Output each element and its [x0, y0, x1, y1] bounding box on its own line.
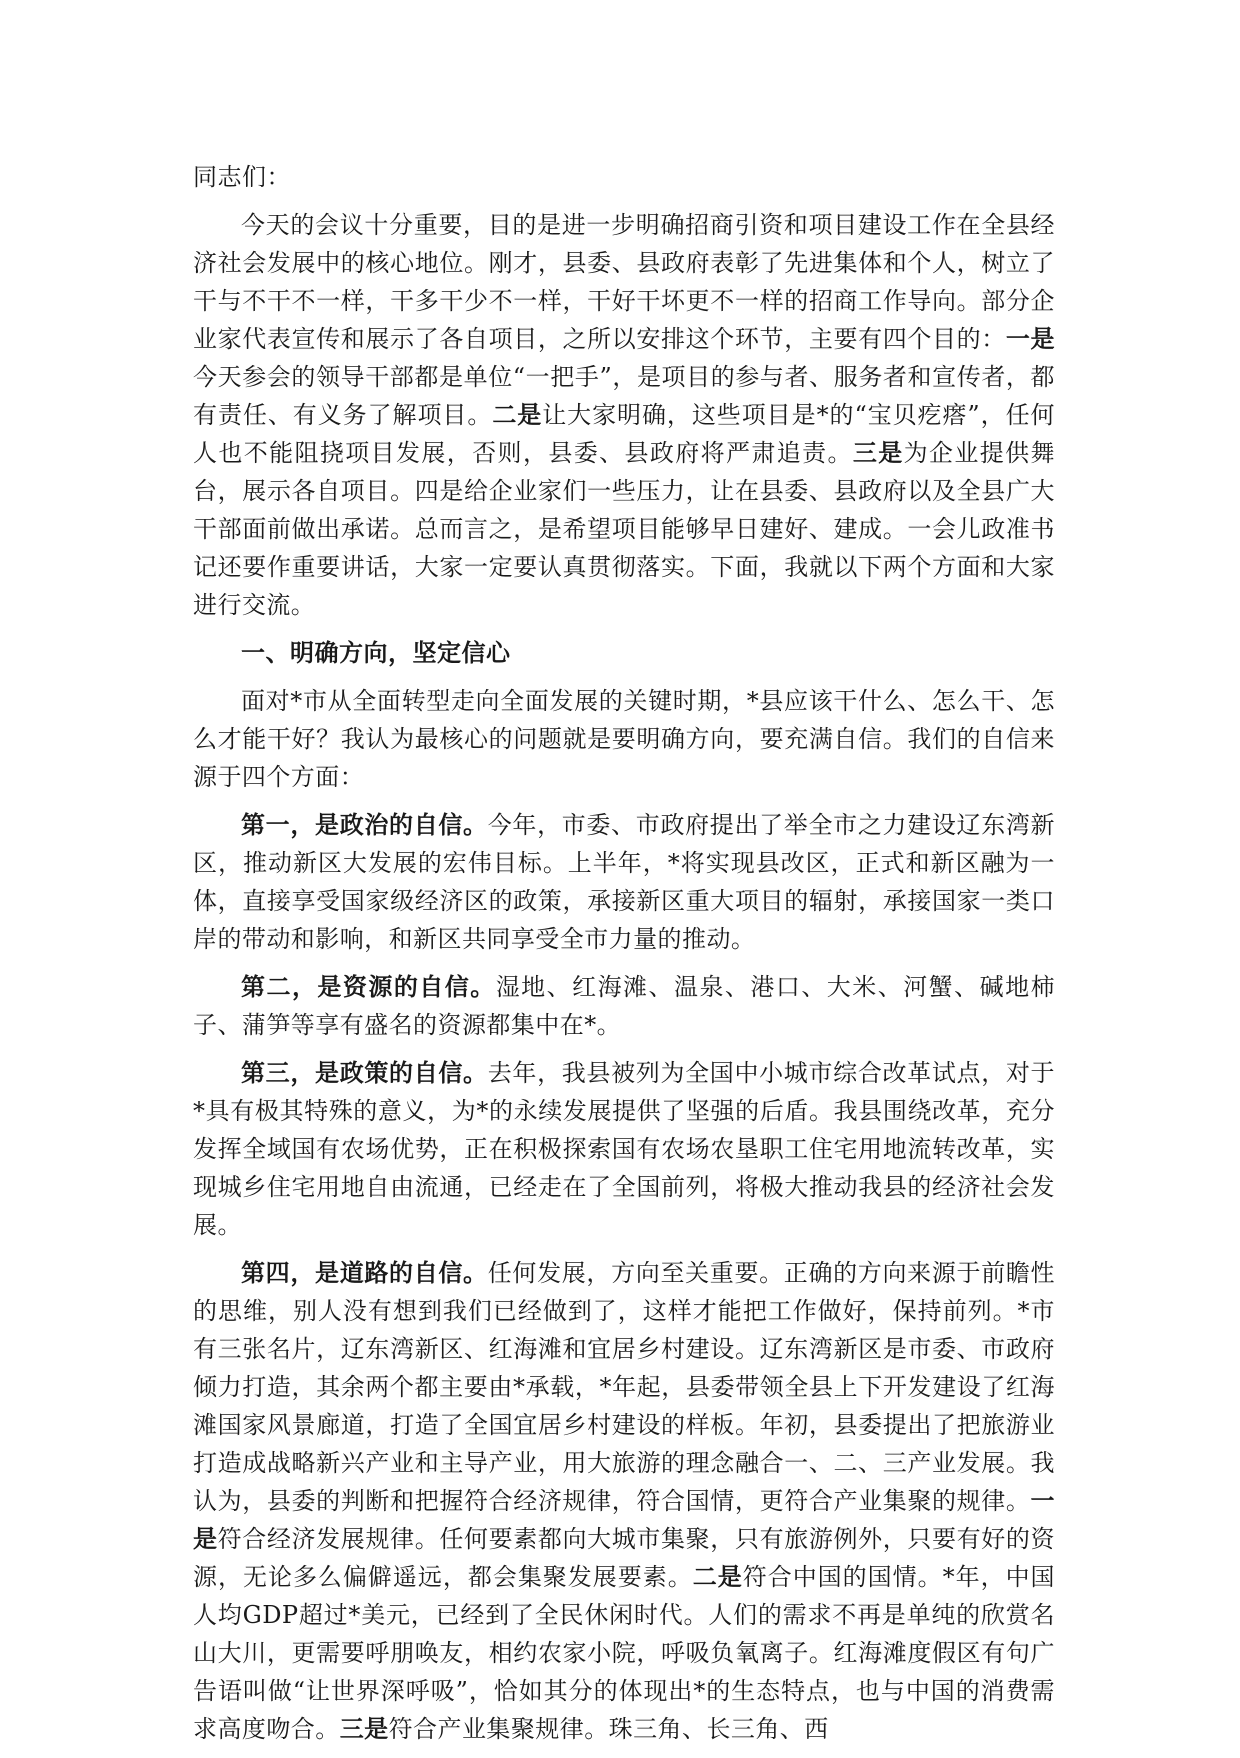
point-4-text-4: 符合产业集聚规律。珠三角、长三角、西 — [388, 1715, 829, 1743]
point-3-title: 第三，是政策的自信。 — [241, 1058, 488, 1087]
intro-point-2-marker: 二是 — [492, 400, 543, 429]
point-2-paragraph — [193, 968, 1055, 1044]
intro-text-1: 今天的会议十分重要，目的是进一步明确招商引资和项目建设工作在全县经济社会发展中的核心地位。刚才，县委、县政府表彰了先进集体和个人，树立了干与不干不一样，干多干少不一样，干好干坏更不一样的招商工作导向。部分企业家代表宣传和展示了各自项目，之所以安排这个环节，主要有四个目的： — [193, 211, 1055, 353]
point-4-text-1: 任何发展，方向至关重要。正确的方向来源于前瞻性的思维，别人没有想到我们已经做到了，这样才能把工作做好，保持前列。*市有三张名片，辽东湾新区、红海滩和宜居乡村建设。辽东湾新区是市委、市政府倾力打造，其余两个都主要由*承载，*年起，县委带领全县上下开发建设了红海滩国家风景廊道，打造了全国宜居乡村建设的样板。年初，县委提出了把旅游业打造成战略新兴产业和主导产业，用大旅游的理念融合一、二、三产业发展。我认为，县委的判断和把握符合经济规律，符合国情，更符合产业集聚的规律。 — [193, 1259, 1055, 1515]
section-heading: 一、明确方向，坚定信心 — [241, 638, 511, 667]
point-4-sub-1-marker: 一是 — [193, 1486, 1055, 1553]
intro-point-1-marker: 一是 — [1005, 324, 1055, 353]
point-1-paragraph — [193, 806, 1055, 958]
salutation: 同志们： — [193, 163, 291, 191]
point-4-title: 第四，是道路的自信。 — [241, 1258, 488, 1287]
point-4-sub-2-marker: 二是 — [692, 1562, 743, 1591]
intro-text-3: 让大家明确，这些项目是*的“宝贝疙瘩”，任何人也不能阻挠项目发展，否则，县委、县政府将严肃追责。 — [193, 401, 1055, 467]
point-4-sub-3-marker: 三是 — [339, 1714, 389, 1743]
point-2-text: 湿地、红海滩、温泉、港口、大米、河蟹、碱地柿子、蒲笋等享有盛名的资源都集中在*。 — [193, 973, 1056, 1039]
point-3-text: 去年，我县被列为全国中小城市综合改革试点，对于*具有极其特殊的意义，为*的永续发展提供了坚强的后盾。我县围绕改革，充分发挥全域国有农场优势，正在积极探索国有农场农垦职工住宅用地流转改革，实现城乡住宅用地自由流通，已经走在了全国前列，将极大推动我县的经济社会发展。 — [193, 1059, 1055, 1239]
point-4-text-2: 符合经济发展规律。任何要素都向大城市集聚，只有旅游例外，只要有好的资源，无论多么偏僻遥远，都会集聚发展要素。 — [193, 1525, 1055, 1591]
document-body — [193, 158, 1055, 1758]
section-intro-paragraph: 面对*市从全面转型走向全面发展的关键时期，*县应该干什么、怎么干、怎么才能干好？我认为最核心的问题就是要明确方向，要充满自信。我们的自信来源于四个方面： — [193, 687, 1055, 791]
point-1-title: 第一，是政治的自信。 — [241, 810, 488, 839]
intro-paragraph — [193, 206, 1055, 624]
point-4-text-3: 符合中国的国情。*年，中国人均GDP超过*美元，已经到了全民休闲时代。人们的需求不再是单纯的欣赏名山大川，更需要呼朋唤友，相约农家小院，呼吸负氧离子。红海滩度假区有句广告语叫做“让世界深呼吸”，恰如其分的体现出*的生态特点，也与中国的消费需求高度吻合。 — [193, 1563, 1056, 1743]
point-2-title: 第二，是资源的自信。 — [241, 972, 496, 1001]
intro-point-3-marker: 三是 — [852, 438, 904, 467]
point-1-text: 今年，市委、市政府提出了举全市之力建设辽东湾新区，推动新区大发展的宏伟目标。上半年，*将实现县改区，正式和新区融为一体，直接享受国家级经济区的政策，承接新区重大项目的辐射，承接国家一类口岸的带动和影响，和新区共同享受全市力量的推动。 — [193, 811, 1055, 953]
point-3-paragraph — [193, 1054, 1055, 1244]
point-4-paragraph — [193, 1254, 1055, 1748]
intro-text-2: 今天参会的领导干部都是单位“一把手”，是项目的参与者、服务者和宣传者，都有责任、有义务了解项目。 — [193, 363, 1055, 429]
intro-text-4: 为企业提供舞台，展示各自项目。四是给企业家们一些压力，让在县委、县政府以及全县广大干部面前做出承诺。总而言之，是希望项目能够早日建好、建成。一会儿政准书记还要作重要讲话，大家一定要认真贯彻落实。下面，我就以下两个方面和大家进行交流。 — [193, 439, 1056, 619]
